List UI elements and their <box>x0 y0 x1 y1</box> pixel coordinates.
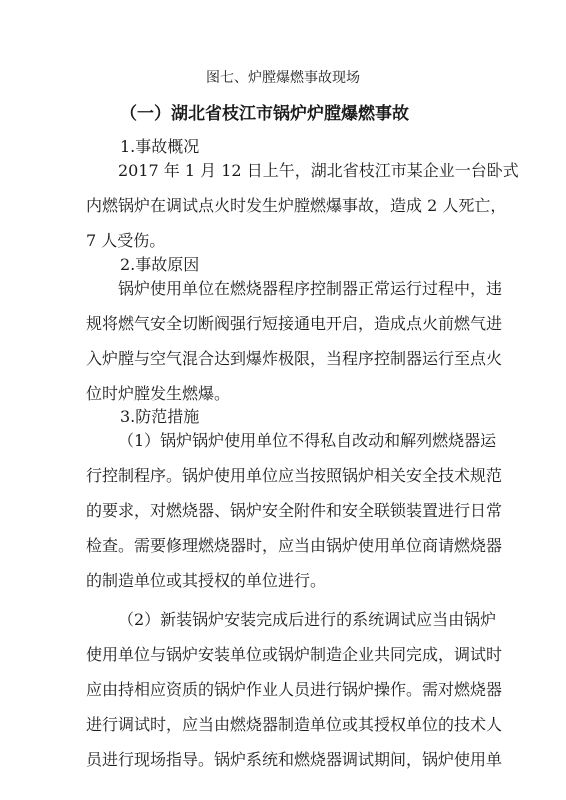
paragraph-accident-overview <box>86 153 519 258</box>
text-line: 检查。需要修理燃烧器时，应当由锅炉使用单位商请燃烧器 <box>86 536 503 555</box>
text-line: 进行调试时，应当由燃烧器制造单位或其授权单位的技术人 <box>86 715 503 734</box>
text-line: 入炉膛与空气混合达到爆炸极限，当程序控制器运行至点火 <box>86 349 503 368</box>
text-line: （1）锅炉锅炉使用单位不得私自改动和解列燃烧器运 <box>118 431 497 450</box>
text-line: 使用单位与锅炉安装单位或锅炉制造企业共同完成，调试时 <box>86 645 503 664</box>
text-line: 锅炉使用单位在燃烧器程序控制器正常运行过程中，违 <box>118 279 503 298</box>
text-line: 位时炉膛发生燃爆。 <box>86 384 231 403</box>
text-line: 规将燃气安全切断阀强行短接通电开启，造成点火前燃气进 <box>86 314 503 333</box>
text-line: （2）新装锅炉安装完成后进行的系统调试应当由锅炉 <box>118 610 497 629</box>
text-line: 2017 年 1 月 12 日上午，湖北省枝江市某企业一台卧式 <box>118 161 519 180</box>
subheading-prevention-measures: 3.防范措施 <box>120 407 200 426</box>
paragraph-accident-cause <box>86 271 503 411</box>
text-line: 行控制程序。锅炉使用单位应当按照锅炉相关安全技术规范 <box>86 466 503 485</box>
figure-caption: 图七、炉膛爆燃事故现场 <box>206 70 360 86</box>
paragraph-measure-2 <box>86 602 503 777</box>
paragraph-measure-1 <box>86 423 503 598</box>
text-line: 的制造单位或其授权的单位进行。 <box>86 571 327 590</box>
subheading-accident-overview: 1.事故概况 <box>120 137 200 156</box>
text-line: 的要求，对燃烧器、锅炉安全附件和安全联锁装置进行日常 <box>86 501 503 520</box>
text-line: 员进行现场指导。锅炉系统和燃烧器调试期间，锅炉使用单 <box>86 750 503 769</box>
text-line: 应由持相应资质的锅炉作业人员进行锅炉操作。需对燃烧器 <box>86 680 503 699</box>
subheading-accident-cause: 2.事故原因 <box>120 255 200 274</box>
text-line: 内燃锅炉在调试点火时发生炉膛燃爆事故，造成 2 人死亡， <box>86 196 507 215</box>
text-line: 7 人受伤。 <box>86 231 166 250</box>
section-title: （一）湖北省枝江市锅炉炉膛爆燃事故 <box>120 104 409 124</box>
